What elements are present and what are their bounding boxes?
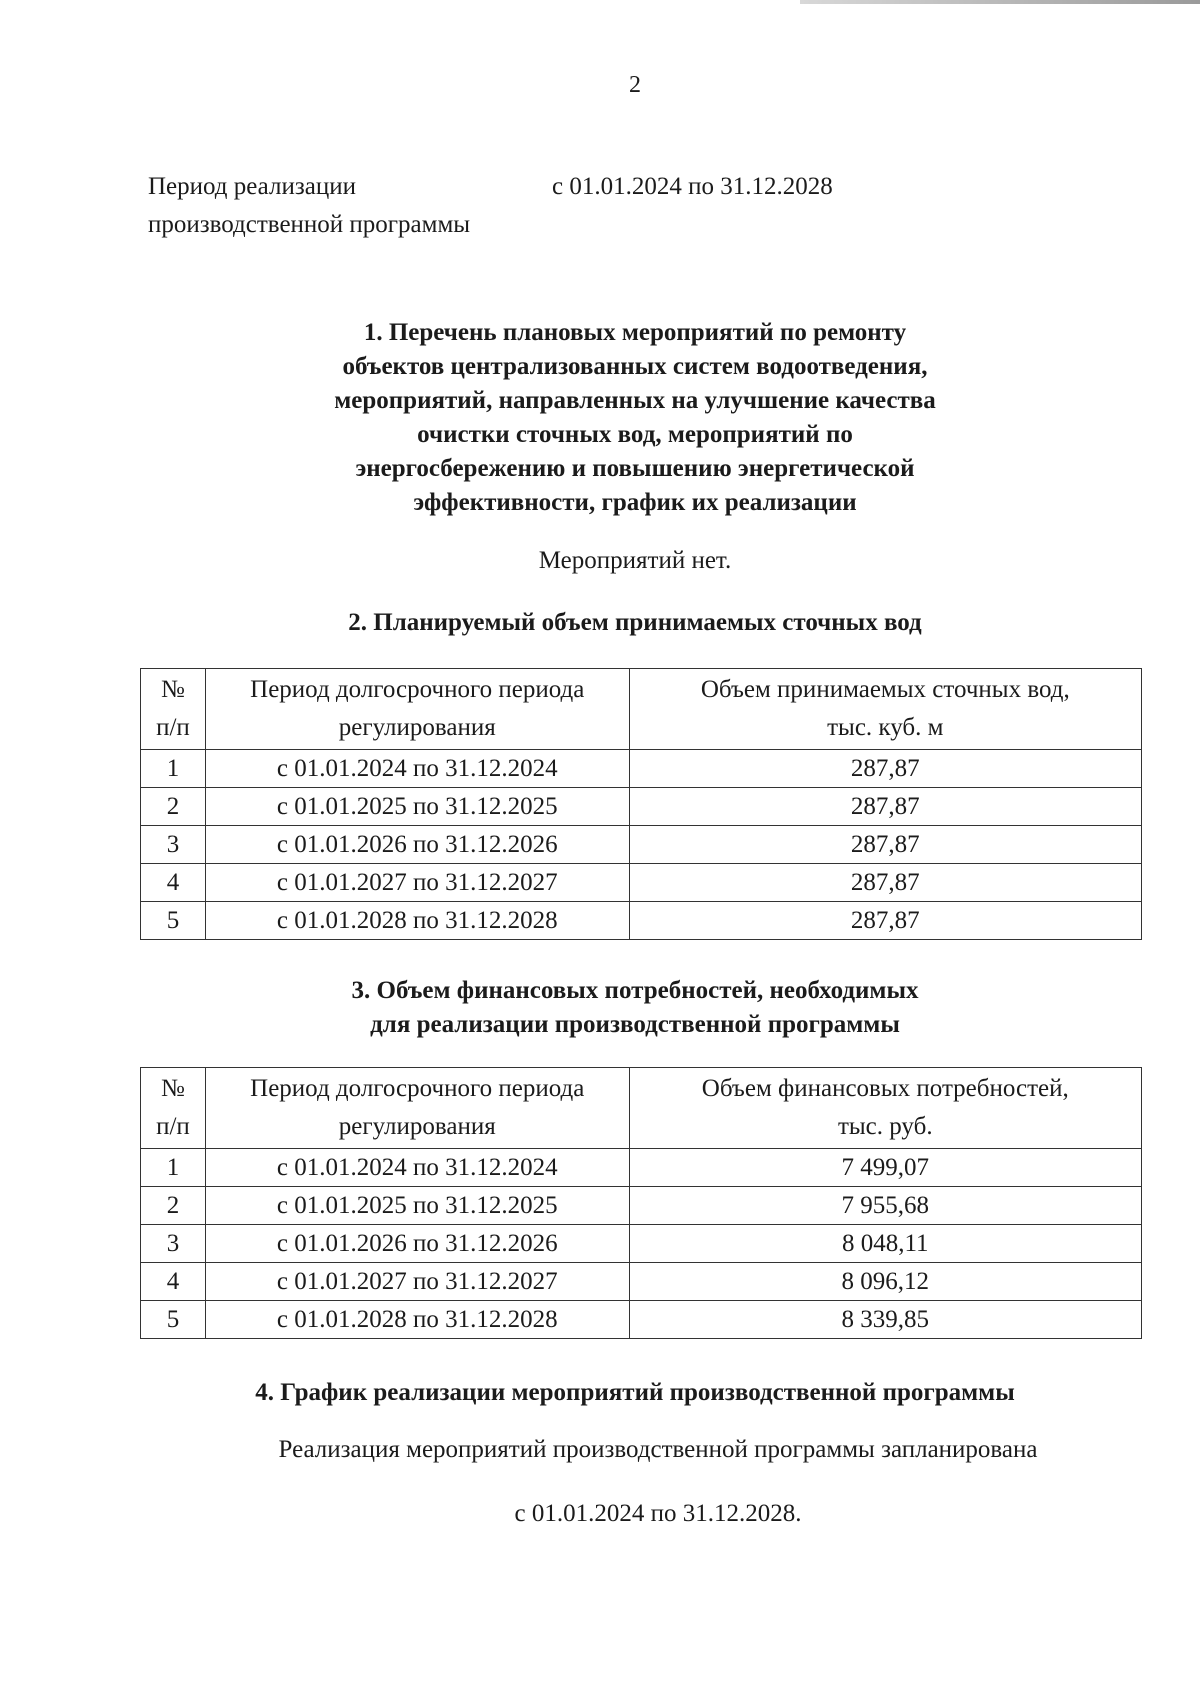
period-value: с 01.01.2024 по 31.12.2028 [552,173,833,200]
row-period: с 01.01.2028 по 31.12.2028 [205,1301,629,1339]
section4-title: 4. График реализации мероприятий производственной программы [255,1379,1015,1406]
row-num: 5 [141,902,206,940]
section1-title-line: энергосбережению и повышению энергетической [355,455,915,482]
top-edge-line [800,0,1200,4]
header-num [141,669,206,750]
row-num: 2 [141,788,206,826]
header-num-line: № [161,1075,185,1102]
row-period: с 01.01.2026 по 31.12.2026 [205,1225,629,1263]
header-num-line: п/п [156,1113,190,1140]
table-row [141,1187,1142,1225]
header-value-line: тыс. куб. м [827,714,944,741]
period-label [148,168,470,244]
table-row [141,864,1142,902]
row-value: 8 339,85 [629,1301,1141,1339]
section1-title-line: мероприятий, направленных на улучшение качества [334,387,936,414]
header-num [141,1068,206,1149]
row-value: 287,87 [629,826,1141,864]
table-row [141,750,1142,788]
section3-title-line: 3. Объем финансовых потребностей, необходимых [351,977,919,1004]
period-label-line: производственной программы [148,211,471,238]
header-period-line: регулирования [338,714,496,741]
header-period-line: Период долгосрочного периода [250,1075,585,1102]
header-value [629,1068,1141,1149]
row-num: 4 [141,864,206,902]
table-row [141,788,1142,826]
row-num: 3 [141,826,206,864]
row-value: 287,87 [629,788,1141,826]
row-num: 3 [141,1225,206,1263]
row-value: 287,87 [629,864,1141,902]
row-num: 2 [141,1187,206,1225]
header-value-line: Объем финансовых потребностей, [701,1075,1069,1102]
row-num: 5 [141,1301,206,1339]
section4-text: Реализация мероприятий производственной программы запланирована [278,1436,1038,1463]
row-period: с 01.01.2027 по 31.12.2027 [205,864,629,902]
section1-title-line: очистки сточных вод, мероприятий по [417,421,853,448]
section1-text: Мероприятий нет. [538,547,732,574]
table-header-row [141,1068,1142,1149]
header-period [205,1068,629,1149]
table-row [141,1263,1142,1301]
row-period: с 01.01.2024 по 31.12.2024 [205,1149,629,1187]
financial-needs-table [140,1067,1142,1339]
header-period [205,669,629,750]
row-num: 1 [141,750,206,788]
section3-title [0,974,1200,1042]
page-number: 2 [629,72,641,98]
header-value [629,669,1141,750]
row-num: 4 [141,1263,206,1301]
header-period-line: Период долгосрочного периода [250,676,585,703]
header-value-line: Объем принимаемых сточных вод, [700,676,1070,703]
header-value-line: тыс. руб. [837,1113,933,1140]
row-period: с 01.01.2025 по 31.12.2025 [205,1187,629,1225]
table-row [141,1225,1142,1263]
period-label-line: Период реализации [148,173,356,200]
section1-title-line: 1. Перечень плановых мероприятий по ремонту [363,319,907,346]
table-row [141,1149,1142,1187]
row-value: 7 955,68 [629,1187,1141,1225]
section2-title: 2. Планируемый объем принимаемых сточных вод [348,609,922,636]
section1-title [0,316,1200,520]
section4-dates: с 01.01.2024 по 31.12.2028. [514,1500,802,1527]
row-num: 1 [141,1149,206,1187]
header-num-line: п/п [156,714,190,741]
row-period: с 01.01.2028 по 31.12.2028 [205,902,629,940]
section1-title-line: объектов централизованных систем водоотведения, [342,353,928,380]
section1-title-line: эффективности, график их реализации [413,489,857,516]
row-value: 287,87 [629,750,1141,788]
section3-title-line: для реализации производственной программы [370,1011,900,1038]
header-num-line: № [161,676,185,703]
row-period: с 01.01.2024 по 31.12.2024 [205,750,629,788]
row-period: с 01.01.2025 по 31.12.2025 [205,788,629,826]
table-header-row [141,669,1142,750]
header-period-line: регулирования [338,1113,496,1140]
wastewater-volume-table [140,668,1142,940]
row-period: с 01.01.2027 по 31.12.2027 [205,1263,629,1301]
table-row [141,902,1142,940]
row-period: с 01.01.2026 по 31.12.2026 [205,826,629,864]
row-value: 8 048,11 [629,1225,1141,1263]
row-value: 287,87 [629,902,1141,940]
row-value: 7 499,07 [629,1149,1141,1187]
table-row [141,826,1142,864]
table-row [141,1301,1142,1339]
row-value: 8 096,12 [629,1263,1141,1301]
